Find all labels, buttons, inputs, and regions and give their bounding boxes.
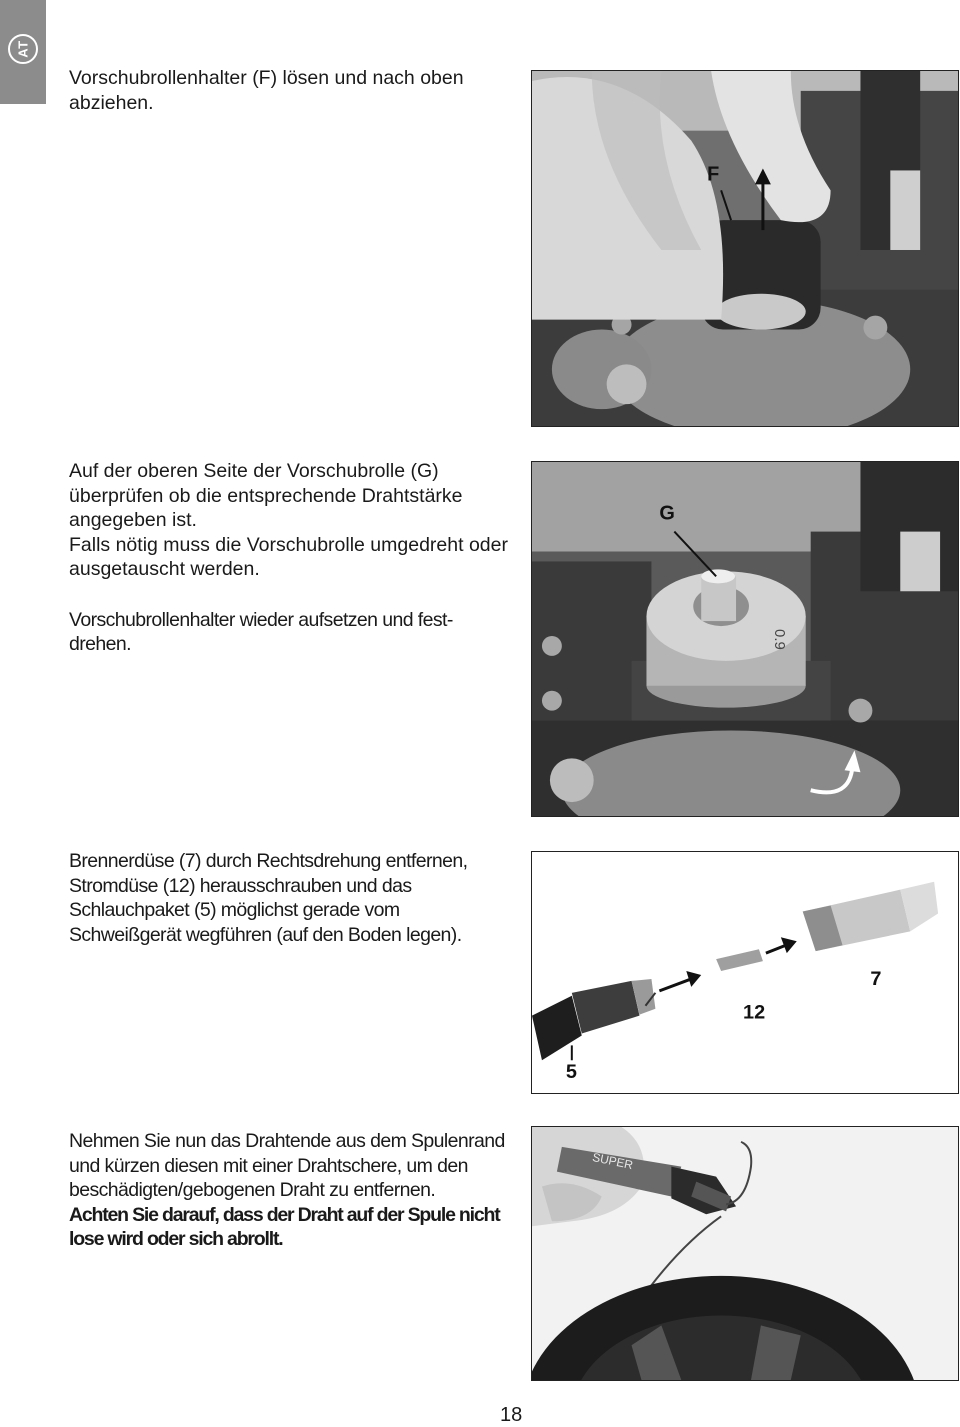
label-G: G: [659, 502, 675, 525]
step-4-text: [69, 1129, 509, 1252]
photo-feed-roller: [531, 461, 959, 817]
step-3-paragraph: Brennerdüse (7) durch Rechtsdrehung entfernen, Stromdüse (12) herausschrauben und das Schlauchpaket (5) möglichst gerade vom Schweißgerät wegführen (auf den Boden legen).: [69, 850, 468, 946]
step-2-paragraph-1: Auf der oberen Seite der Vorschubrolle (G) überprüfen ob die entsprechende Drahtstärke angegeben ist.: [69, 460, 463, 531]
photo-torch-parts-illustration: [532, 852, 958, 1093]
photo-wire-cutting-illustration: [532, 1127, 958, 1380]
label-7: 7: [870, 967, 882, 990]
photo-wire-cutting: [531, 1126, 959, 1381]
photo-roller-holder-illustration: [532, 71, 958, 426]
step-1-paragraph: Vorschubrollenhalter (F) lösen und nach oben abziehen.: [69, 67, 464, 114]
label-5: 5: [565, 1061, 577, 1084]
step-3-text: [69, 849, 509, 947]
roller-marking: 0.9: [770, 629, 788, 650]
step-4-paragraph: Nehmen Sie nun das Drahtende aus dem Spulenrand und kürzen diesen mit einer Drahtschere, um den beschädigten/gebogenen Draht zu entfernen.: [69, 1130, 505, 1201]
language-tab: [0, 0, 46, 104]
page-number: 18: [500, 1404, 523, 1426]
step-2-text: [69, 459, 509, 657]
label-F: F: [707, 163, 720, 186]
photo-torch-parts: [531, 851, 959, 1094]
step-1-text: [69, 66, 509, 115]
tool-brand: SUPER: [591, 1149, 635, 1173]
step-4-warning: Achten Sie darauf, dass der Draht auf der Spule nicht lose wird oder sich abrollt.: [69, 1203, 500, 1250]
step-2-paragraph-2: Falls nötig muss die Vorschubrolle umgedreht oder ausgetauscht werden.: [69, 533, 508, 580]
language-badge: [8, 34, 38, 64]
language-code: AT: [15, 40, 31, 58]
photo-feed-roller-illustration: [532, 462, 958, 816]
step-2-paragraph-3: Vorschubrollenhalter wieder aufsetzen und fest-drehen.: [69, 608, 453, 655]
label-12: 12: [743, 1001, 766, 1024]
photo-roller-holder: [531, 70, 959, 427]
